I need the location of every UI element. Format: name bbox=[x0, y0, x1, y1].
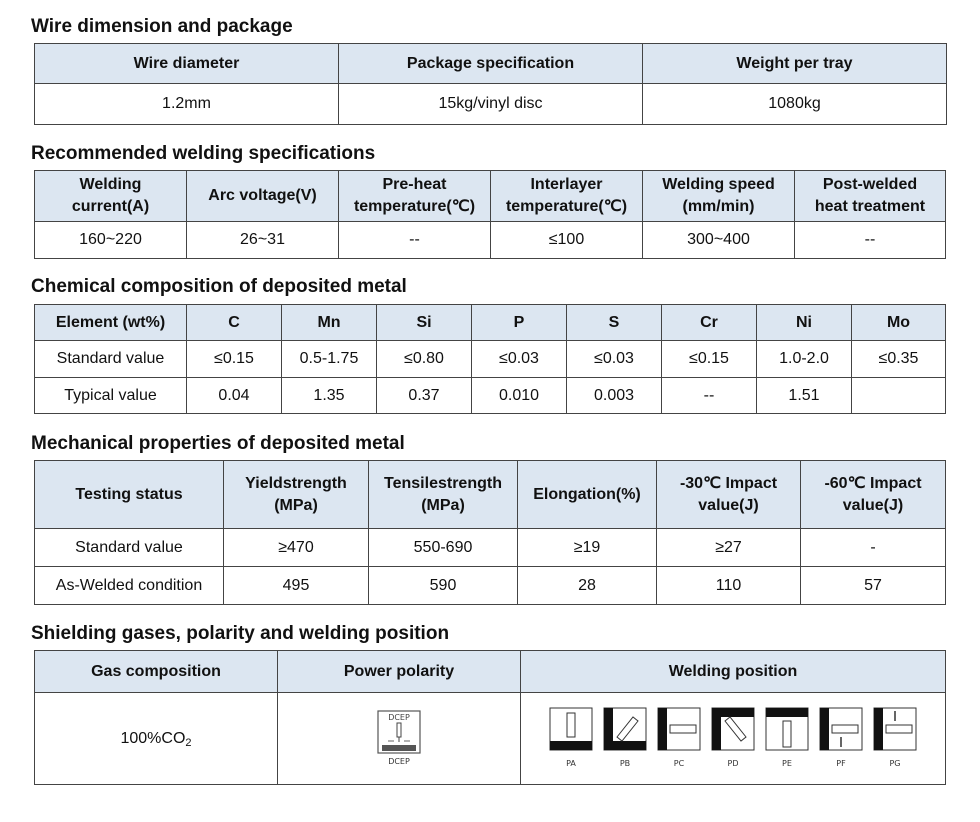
cell-package-spec: 15kg/vinyl disc bbox=[339, 84, 643, 125]
header-s: S bbox=[567, 305, 662, 341]
position-pf-icon bbox=[818, 707, 864, 768]
header-weight-per-tray: Weight per tray bbox=[643, 44, 947, 84]
header-cr: Cr bbox=[662, 305, 757, 341]
section-title-chemical: Chemical composition of deposited metal bbox=[31, 276, 407, 297]
table-cell: 1.51 bbox=[757, 378, 852, 414]
position-label: PA bbox=[566, 758, 576, 768]
header-element: Element (wt%) bbox=[35, 305, 187, 341]
header-gas-composition: Gas composition bbox=[35, 651, 278, 693]
header-line: Interlayer bbox=[530, 176, 603, 193]
header-power-polarity: Power polarity bbox=[278, 651, 521, 693]
header-package-spec: Package specification bbox=[339, 44, 643, 84]
table-cell: 28 bbox=[518, 567, 657, 605]
table-cell: 57 bbox=[801, 567, 946, 605]
header-line: (mm/min) bbox=[682, 198, 755, 215]
header-line: value(J) bbox=[698, 496, 759, 514]
position-label: PE bbox=[782, 758, 792, 768]
header-line: Pre-heat bbox=[382, 176, 447, 193]
cell-arc-voltage: 26~31 bbox=[187, 222, 339, 259]
cell-welding-speed: 300~400 bbox=[643, 222, 795, 259]
header-line: Welding speed bbox=[662, 176, 775, 193]
header-line: Arc voltage(V) bbox=[208, 187, 317, 204]
section-title-mechanical: Mechanical properties of deposited metal bbox=[31, 433, 405, 454]
header-welding-speed bbox=[643, 171, 795, 222]
dcep-icon-text: DCEP bbox=[388, 712, 410, 722]
header-line: current(A) bbox=[71, 198, 150, 215]
table-cell: 0.37 bbox=[377, 378, 472, 414]
wire-table bbox=[34, 43, 947, 125]
header-ni: Ni bbox=[757, 305, 852, 341]
dcep-label: DCEP bbox=[388, 756, 410, 766]
gas-text: 100%CO bbox=[120, 729, 186, 747]
header-line: -60℃ Impact bbox=[824, 474, 922, 492]
header-elongation bbox=[518, 461, 657, 529]
header-line: Testing status bbox=[75, 485, 183, 503]
header-line: Welding bbox=[79, 176, 142, 193]
chemical-table bbox=[34, 304, 946, 414]
position-pb-icon bbox=[602, 707, 648, 768]
header-mn: Mn bbox=[282, 305, 377, 341]
table-cell: 590 bbox=[369, 567, 518, 605]
header-line: value(J) bbox=[842, 496, 904, 514]
header-line: Tensilestrength bbox=[384, 474, 502, 492]
header-wire-diameter: Wire diameter bbox=[35, 44, 339, 84]
table-cell: 0.04 bbox=[187, 378, 282, 414]
header-line: (MPa) bbox=[274, 496, 318, 514]
header-line: Post-welded bbox=[822, 176, 918, 193]
table-cell: ≤0.03 bbox=[567, 341, 662, 378]
welding-table bbox=[34, 170, 946, 259]
position-pd-icon bbox=[710, 707, 756, 768]
row-label: Standard value bbox=[35, 341, 187, 378]
header-p: P bbox=[472, 305, 567, 341]
table-cell: ≤0.80 bbox=[377, 341, 472, 378]
header-line: Elongation(%) bbox=[533, 485, 641, 503]
table-cell: 1.35 bbox=[282, 378, 377, 414]
header-testing-status bbox=[35, 461, 224, 529]
cell-wire-diameter: 1.2mm bbox=[35, 84, 339, 125]
table-cell: -- bbox=[662, 378, 757, 414]
header-yield-strength bbox=[224, 461, 369, 529]
position-pe-icon bbox=[764, 707, 810, 768]
position-pa-icon bbox=[548, 707, 594, 768]
table-cell: 0.003 bbox=[567, 378, 662, 414]
header-impact-minus30 bbox=[657, 461, 801, 529]
header-line: Yieldstrength bbox=[245, 474, 347, 492]
section-title-shielding: Shielding gases, polarity and welding position bbox=[31, 623, 450, 644]
table-cell: 550-690 bbox=[369, 529, 518, 567]
gas-subscript: 2 bbox=[185, 736, 192, 749]
table-cell: 0.010 bbox=[472, 378, 567, 414]
shielding-table bbox=[34, 650, 946, 785]
table-cell: 110 bbox=[657, 567, 801, 605]
table-cell bbox=[852, 378, 946, 414]
position-pc-icon bbox=[656, 707, 702, 768]
header-si: Si bbox=[377, 305, 472, 341]
header-mo: Mo bbox=[852, 305, 946, 341]
position-label: PD bbox=[727, 758, 739, 768]
table-cell: ≤0.35 bbox=[852, 341, 946, 378]
table-cell: - bbox=[801, 529, 946, 567]
header-tensile-strength bbox=[369, 461, 518, 529]
mechanical-table bbox=[34, 460, 946, 605]
header-line: heat treatment bbox=[814, 198, 926, 215]
header-line: temperature(℃) bbox=[353, 198, 476, 215]
header-interlayer-temp bbox=[491, 171, 643, 222]
table-cell: ≥27 bbox=[657, 529, 801, 567]
header-preheat-temp bbox=[339, 171, 491, 222]
header-welding-position: Welding position bbox=[521, 651, 946, 693]
table-cell: 1.0-2.0 bbox=[757, 341, 852, 378]
header-c: C bbox=[187, 305, 282, 341]
cell-power-polarity bbox=[278, 693, 521, 785]
section-title-welding: Recommended welding specifications bbox=[31, 143, 376, 164]
header-impact-minus60 bbox=[801, 461, 946, 529]
header-post-weld-heat bbox=[795, 171, 946, 222]
header-arc-voltage bbox=[187, 171, 339, 222]
cell-gas-composition bbox=[35, 693, 278, 785]
cell-post-weld-heat: -- bbox=[795, 222, 946, 259]
cell-preheat-temp: -- bbox=[339, 222, 491, 259]
table-cell: ≤0.15 bbox=[187, 341, 282, 378]
cell-welding-positions bbox=[521, 693, 946, 785]
table-cell: ≤0.15 bbox=[662, 341, 757, 378]
header-line: temperature(℃) bbox=[505, 198, 628, 215]
row-label: Standard value bbox=[35, 529, 224, 567]
cell-interlayer-temp: ≤100 bbox=[491, 222, 643, 259]
position-label: PF bbox=[836, 758, 846, 768]
position-label: PG bbox=[889, 758, 901, 768]
table-cell: ≥19 bbox=[518, 529, 657, 567]
header-line: (MPa) bbox=[421, 496, 465, 514]
position-pg-icon bbox=[872, 707, 918, 768]
row-label: As-Welded condition bbox=[35, 567, 224, 605]
header-welding-current bbox=[35, 171, 187, 222]
section-title-wire: Wire dimension and package bbox=[31, 16, 293, 37]
table-cell: 0.5-1.75 bbox=[282, 341, 377, 378]
cell-weight-per-tray: 1080kg bbox=[643, 84, 947, 125]
table-cell: 495 bbox=[224, 567, 369, 605]
table-cell: ≤0.03 bbox=[472, 341, 567, 378]
row-label: Typical value bbox=[35, 378, 187, 414]
header-line: -30℃ Impact bbox=[679, 474, 778, 492]
table-cell: ≥470 bbox=[224, 529, 369, 567]
cell-welding-current: 160~220 bbox=[35, 222, 187, 259]
position-label: PB bbox=[619, 758, 631, 768]
position-label: PC bbox=[673, 758, 685, 768]
dcep-icon bbox=[376, 709, 422, 766]
